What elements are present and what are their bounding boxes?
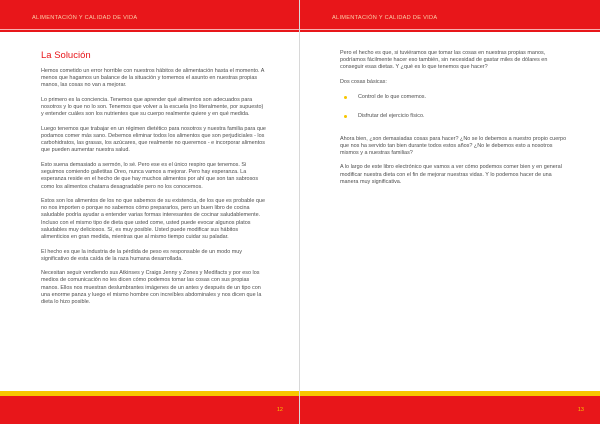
left-paragraph-7: Necesitan seguir vendiendo sus Atkinses y Craigs Jenny y Zones y Medifacts y por eso los medios de comunicación no les dicen cómo podemos tomar las cosas con sus propias manos. Ellos nos muestran deslumbrantes imágenes de un antes y después de un tipo con una enorme panza y luego el mismo hombre con increíbles abdominales y nos dicen que la dieta lo hizo posible. [41, 270, 262, 306]
list-item [340, 94, 568, 101]
section-title: La Solución [41, 50, 91, 61]
left-header-rule [0, 29, 299, 30]
right-footer-accent [300, 391, 600, 396]
right-running-header: ALIMENTACIÓN Y CALIDAD DE VIDA [332, 15, 438, 21]
right-page-number: 13 [577, 407, 584, 413]
bullet-icon [344, 96, 347, 99]
left-running-header: ALIMENTACIÓN Y CALIDAD DE VIDA [32, 15, 138, 21]
right-footer-band [300, 396, 600, 424]
list-item-label: Control de lo que comemos. [358, 94, 427, 101]
left-paragraph-1: Hemos cometido un error horrible con nuestros hábitos de alimentación hasta el momento. A menos que hagamos un balance de la situación y tomemos el asunto en nuestras propias manos, las cosas no van a mejorar. [41, 68, 265, 89]
left-paragraph-2: Lo primero es la conciencia. Tenemos que aprender qué alimentos son adecuados para nosotros y lo que no lo son. Tenemos que volver a la escuela (no literalmente, por supuesto) y entender cuáles son los nutrientes que su cuerpo realmente quiere y en qué medida. [41, 96, 264, 118]
right-header-band [300, 0, 600, 32]
left-paragraph-6: El hecho es que la industria de la pérdida de peso es responsable de un modo muy significativo de esta caída de la raza humana desarrollada. [41, 248, 243, 262]
right-header-rule [300, 29, 600, 30]
left-paragraph-5: Estos son los alimentos de los no que sabemos de su existencia, de los que es probable que no nos importen o porque no sabemos cómo prepararlos, pero un buen libro de cocina saludable podría ayudar a entender varias formas interesantes de cocinar saludablemente. Incluso con el mismo tipo de dieta que usted come, usted puede evocar algunos platos saludables muy deliciosos. Sí, es muy posible. Usted puede modificar sus hábitos alimenticios en gran medida, mientras que al mismo tiempo cuidar su paladar. [41, 198, 265, 241]
bullet-icon [344, 115, 347, 118]
left-content [41, 50, 267, 314]
right-paragraph-3: Ahora bien, ¿son demasiadas cosas para hacer? ¿No se lo debemos a nuestro propio cuerpo que nos ha servido tan bien durante todos estos años? ¿No le debemos esto a nosotros mismos y a nuestras familias? [340, 135, 567, 156]
right-paragraph-2: Dos cosas básicas: [340, 78, 387, 85]
right-content [340, 50, 568, 193]
list-item [340, 113, 568, 120]
left-header-band [0, 0, 299, 32]
list-item-label: Disfrutar del ejercicio físico. [358, 113, 425, 120]
right-paragraph-4: A lo largo de este libro electrónico que vamos a ver cómo podemos comer bien y en general modificar nuestra dieta con el fin de mejorar nuestras vidas. Y lo podemos hacer de una manera muy significativa. [340, 164, 562, 185]
right-paragraph-1: Pero el hecho es que, si tuviéramos que tomar las cosas en nuestras propias manos, podríamos fácilmente hacer eso también, sin necesidad de gastar miles de dólares en conseguir esas dietas. Y ¿qué es lo que tenemos que hacer? [340, 50, 548, 71]
left-paragraph-4: Esto suena demasiado a sermón, lo sé. Pero ese es el único respiro que tenemos. Si seguimos comiendo galletitas Oreo, nunca vamos a mejorar. Pero hay esperanza. La esperanza reside en el hecho de que hay muchos alimentos por ahí que son tan sabrosos como los alimentos chatarra desagradable pero no los conocemos. [41, 161, 259, 190]
right-page [300, 0, 600, 424]
left-page-number: 12 [276, 407, 283, 413]
left-footer-band [0, 396, 299, 424]
left-paragraph-3: Luego tenemos que trabajar en un régimen dietético para nosotros y nuestra familia para que podamos comer más sano. Debemos eliminar todos los alimentos que son perjudiciales - los carbohidratos, las grasas, los azúcares, que realmente no queremos - e incorporar alimentos que pueden aumentar nuestra salud. [41, 125, 266, 154]
basic-things-list [340, 94, 568, 120]
left-footer-accent [0, 391, 299, 396]
